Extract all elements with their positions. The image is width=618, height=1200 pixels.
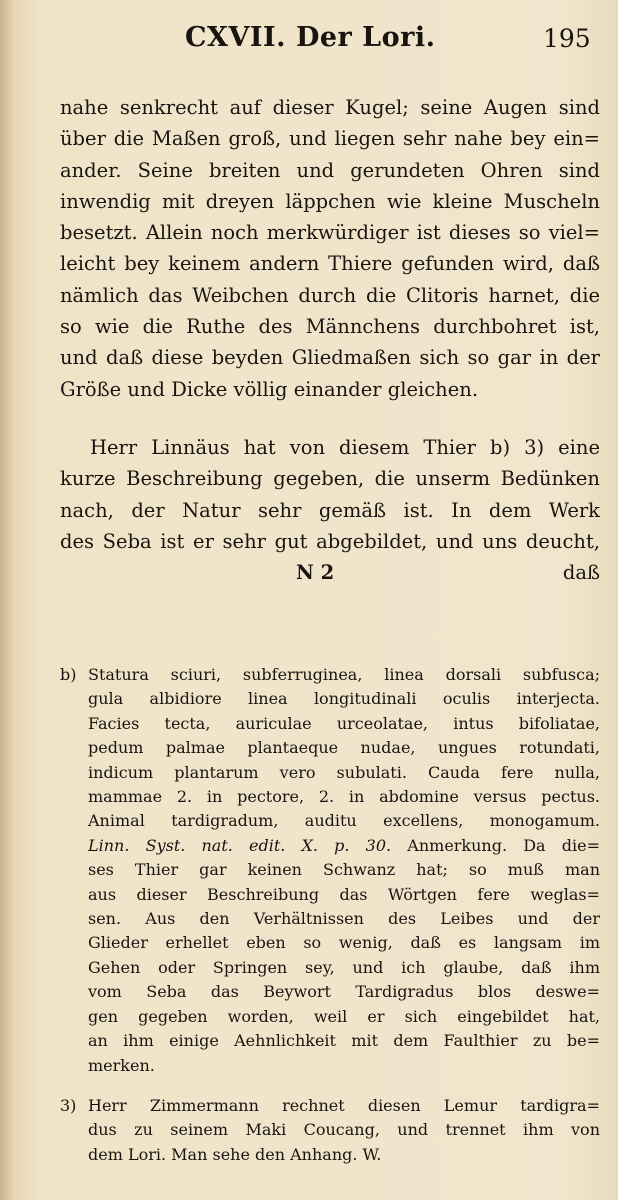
text-line: nahe senkrecht auf dieser Kugel; seine Augen sind [60,96,600,119]
paragraph-1 [60,92,600,405]
footnote-line: Glieder erhellet eben so wenig, daß es langsam im [88,933,600,953]
text-line: kurze Beschreibung gegeben, die unserm Bedünken [60,467,600,491]
footnote-marker: b) [60,665,77,684]
text-line: besetzt. Allein noch merkwürdiger ist dieses so viel= [60,221,600,245]
text-line: ander. Seine breiten und gerundeten Ohren sind [60,158,600,182]
signature-mark: N 2 [296,561,335,585]
footnote-line: dem Lori. Man sehe den Anhang. W. [88,1144,382,1164]
citation-line [88,834,600,858]
footnotes [60,663,600,1167]
footnote-line: Statura sciuri, subferruginea, linea dorsali subfusca; [88,665,600,684]
paragraph-2 [60,432,600,557]
footnote-line: merken. [88,1055,155,1075]
citation: Linn. Syst. nat. edit. X. p. 30. [88,835,392,855]
text-line: nämlich das Weibchen durch die Clitoris harnet, die [60,283,600,307]
footnote-3 [60,1094,600,1167]
footnote-line: Facies tecta, auriculae urceolatae, intus bifoliatae, [88,713,600,733]
text-line: des Seba ist er sehr gut abgebildet, und uns deucht, [60,529,600,553]
footnote-line: vom Seba das Beywort Tardigradus blos deswe= [88,982,600,1002]
footnote-line: dus zu seinem Maki Coucang, und trennet ihm von [88,1120,600,1140]
footnote-line: an ihm einige Aehnlichkeit mit dem Faulthier zu be= [88,1031,600,1051]
text-line: leicht bey keinem andern Thiere gefunden wird, daß [60,252,600,276]
paragraph-gap [60,405,600,432]
text-line: so wie die Ruthe des Männchens durchbohret ist, [60,315,600,339]
footnote-line: Gehen oder Springen sey, und ich glaube, daß ihm [88,957,600,977]
footnote-line: Animal tardigradum, auditu excellens, monogamum. [88,811,600,831]
footnote-line: Herr Zimmermann rechnet diesen Lemur tardigra= [88,1095,600,1115]
page-header [0,22,618,62]
footnote-line: pedum palmae plantaeque nudae, ungues rotundati, [88,738,600,758]
footnote-line: gen gegeben worden, weil er sich eingebildet hat, [88,1006,600,1026]
signature-line [60,557,600,588]
text-line: Herr Linnäus hat von diesem Thier b) 3) eine [90,435,600,459]
text-line: nach, der Natur sehr gemäß ist. In dem Werk [60,498,600,522]
footnote-line: indicum plantarum vero subulati. Cauda fere nulla, [88,762,600,782]
page-number: 195 [543,24,591,53]
text-line: und daß diese beyden Gliedmaßen sich so gar in der [60,346,600,370]
footnote-b [60,663,600,1078]
text-line: über die Maßen groß, und liegen sehr nahe bey ein= [60,127,600,151]
footnote-line: ses Thier gar keinen Schwanz hat; so muß man [88,860,600,880]
note-lead: Anmerkung. Da die= [407,835,600,855]
running-head: CXVII. Der Lori. [185,22,436,53]
footnote-line: gula albidiore linea longitudinali oculis interjecta. [88,689,600,709]
footnote-line: mammae 2. in pectore, 2. in abdomine versus pectus. [88,787,600,807]
text-line: Größe und Dicke völlig einander gleichen. [60,377,479,401]
text-line: inwendig mit dreyen läppchen wie kleine Muscheln [60,189,600,213]
footnote-line: sen. Aus den Verhältnissen des Leibes und der [88,909,600,929]
catchword: daß [562,561,600,585]
footnote-marker: 3) [60,1095,77,1115]
footnote-line: aus dieser Beschreibung das Wörtgen fere weglas= [88,884,600,904]
main-text [60,92,600,588]
